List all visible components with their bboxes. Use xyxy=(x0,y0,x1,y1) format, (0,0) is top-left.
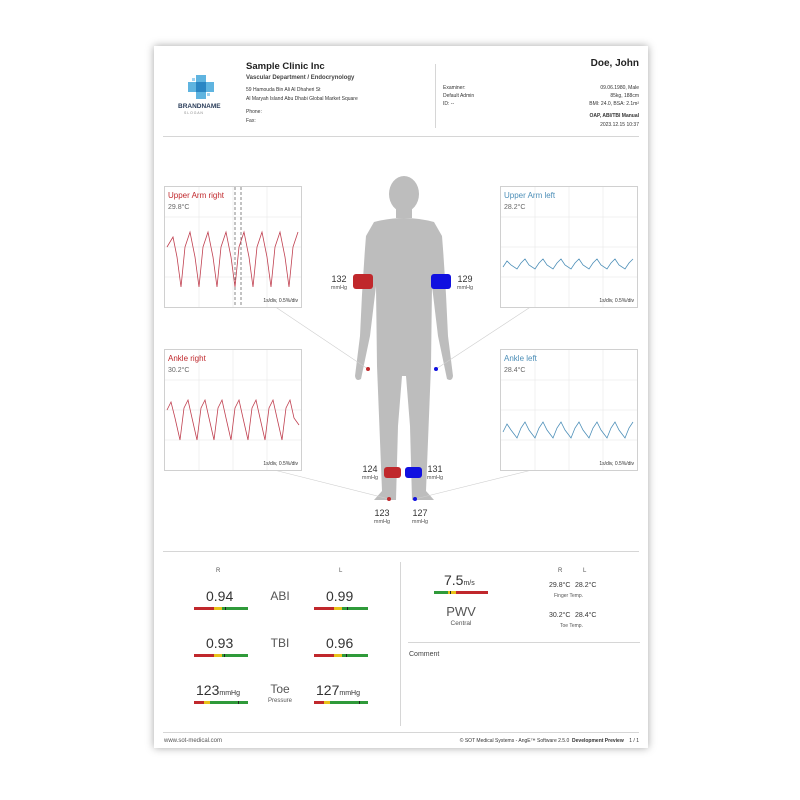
dot-toe-right xyxy=(387,497,391,501)
pwv-value xyxy=(444,573,475,587)
toe-left-unit: mmHg xyxy=(339,690,360,697)
chart-ankle-left xyxy=(500,349,638,471)
toe-temp-left: 28.4°C xyxy=(575,612,597,619)
toe-right-scale xyxy=(194,701,248,704)
abi-left-scale xyxy=(314,607,368,610)
toe-sublabel: Pressure xyxy=(267,698,292,704)
phone-label: Phone: xyxy=(246,109,262,115)
pwv-sublabel: Central xyxy=(450,620,472,627)
bp-ankle-right: 124 xyxy=(362,464,378,474)
chart-temp: 30.2°C xyxy=(168,367,190,374)
bp-arm-left: 129 xyxy=(457,274,473,284)
pwv-number: 7.5 xyxy=(444,572,464,588)
col-l-label: L xyxy=(339,568,343,574)
comment-top-rule xyxy=(408,642,640,643)
dot-wrist-right xyxy=(366,367,370,371)
finger-temp-right: 29.8°C xyxy=(549,582,571,589)
chart-scale: 1s/div, 0.5%/div xyxy=(263,298,298,304)
patient-id: ID: -- xyxy=(443,101,455,107)
footer-dev-preview: Development Preview xyxy=(572,738,624,744)
chart-upper-arm-left xyxy=(500,186,638,308)
chart-title: Ankle left xyxy=(504,354,537,363)
chart-title: Upper Arm right xyxy=(168,191,225,200)
brand-name: BRANDNAME xyxy=(178,103,221,110)
toe-temp-right: 30.2°C xyxy=(549,612,571,619)
bp-arm-right: 132 xyxy=(331,274,347,284)
chart-ankle-right xyxy=(164,349,302,471)
abi-right-scale xyxy=(194,607,248,610)
exam-type: OAP, ABI/TBI Manual xyxy=(589,113,639,119)
bp-arm-right-unit: mmHg xyxy=(330,285,348,291)
temp-col-l-label: L xyxy=(583,568,587,574)
report-page xyxy=(154,46,648,748)
chart-upper-arm-right xyxy=(164,186,302,308)
finger-temp-label: Finger Temp. xyxy=(554,593,584,599)
footer-website: www.sot-medical.com xyxy=(164,738,223,744)
tbi-right-scale xyxy=(194,654,248,657)
toe-left-value xyxy=(316,683,360,697)
finger-temp-left: 28.2°C xyxy=(575,582,597,589)
tbi-label: TBI xyxy=(270,636,290,650)
address-line1: 59 Hamouda Bin Ali Al Dhaheri St xyxy=(246,87,321,93)
chart-scale: 1s/div, 0.5%/div xyxy=(599,298,634,304)
results-divider xyxy=(400,562,401,726)
bp-ankle-left: 131 xyxy=(427,464,443,474)
chart-temp: 28.2°C xyxy=(504,204,526,211)
weight-height: 85kg, 188cm xyxy=(610,93,639,99)
toe-label: Toe xyxy=(270,682,290,696)
temp-col-r-label: R xyxy=(558,568,563,574)
clinic-name: Sample Clinic Inc xyxy=(246,61,325,72)
dot-toe-left xyxy=(413,497,417,501)
tbi-left-scale xyxy=(314,654,368,657)
bp-ankle-left-unit: mmHg xyxy=(426,475,444,481)
fax-label: Fax: xyxy=(246,118,256,124)
bp-toe-right-unit: mmHg xyxy=(373,519,391,525)
exam-datetime: 2023.12.15 10:37 xyxy=(600,122,639,128)
abi-left-value: 0.99 xyxy=(326,588,354,604)
chart-temp: 29.8°C xyxy=(168,204,190,211)
col-r-label: R xyxy=(216,568,221,574)
toe-right-value xyxy=(196,683,240,697)
examiner-value: Default Admin xyxy=(443,93,475,99)
patient-name: Doe, John xyxy=(590,58,639,69)
footer-copyright xyxy=(460,739,639,744)
chart-scale: 1s/div, 0.5%/div xyxy=(599,461,634,467)
bp-toe-right: 123 xyxy=(374,508,390,518)
dob-sex: 09.06.1980, Male xyxy=(600,85,639,91)
results-top-rule xyxy=(163,551,639,552)
pwv-unit: m/s xyxy=(463,580,475,587)
footer-page: 1 / 1 xyxy=(629,738,639,744)
address-line2: Al Maryah Island Abu Dhabi Global Market Square xyxy=(246,96,358,102)
bp-toe-left: 127 xyxy=(412,508,428,518)
pwv-label: PWV xyxy=(446,604,476,619)
chart-scale: 1s/div, 0.5%/div xyxy=(263,461,298,467)
department: Vascular Department / Endocrynology xyxy=(246,75,355,81)
tbi-right-value: 0.93 xyxy=(206,635,234,651)
toe-left-number: 127 xyxy=(316,682,340,698)
comment-label: Comment xyxy=(409,651,440,658)
chart-temp: 28.4°C xyxy=(504,367,526,374)
abi-right-value: 0.94 xyxy=(206,588,234,604)
abi-label: ABI xyxy=(270,589,290,603)
bmi-bsa: BMI: 24.0, BSA: 2.1m² xyxy=(589,101,639,107)
brand-slogan: S L O G A N xyxy=(184,111,203,115)
toe-right-unit: mmHg xyxy=(219,690,240,697)
toe-temp-label: Toe Temp. xyxy=(560,623,583,629)
toe-right-number: 123 xyxy=(196,682,220,698)
footer-copyright-text: © SOT Medical Systems - AngE™ Software 2.5.0 xyxy=(459,738,570,744)
footer-rule xyxy=(163,732,639,733)
toe-left-scale xyxy=(314,701,368,704)
pwv-scale xyxy=(434,591,488,594)
bp-arm-left-unit: mmHg xyxy=(456,285,474,291)
chart-title: Upper Arm left xyxy=(504,191,556,200)
tbi-left-value: 0.96 xyxy=(326,635,354,651)
bp-ankle-right-unit: mmHg xyxy=(361,475,379,481)
chart-title: Ankle right xyxy=(168,354,206,363)
bp-toe-left-unit: mmHg xyxy=(411,519,429,525)
examiner-label: Examiner: xyxy=(443,85,466,91)
dot-wrist-left xyxy=(434,367,438,371)
